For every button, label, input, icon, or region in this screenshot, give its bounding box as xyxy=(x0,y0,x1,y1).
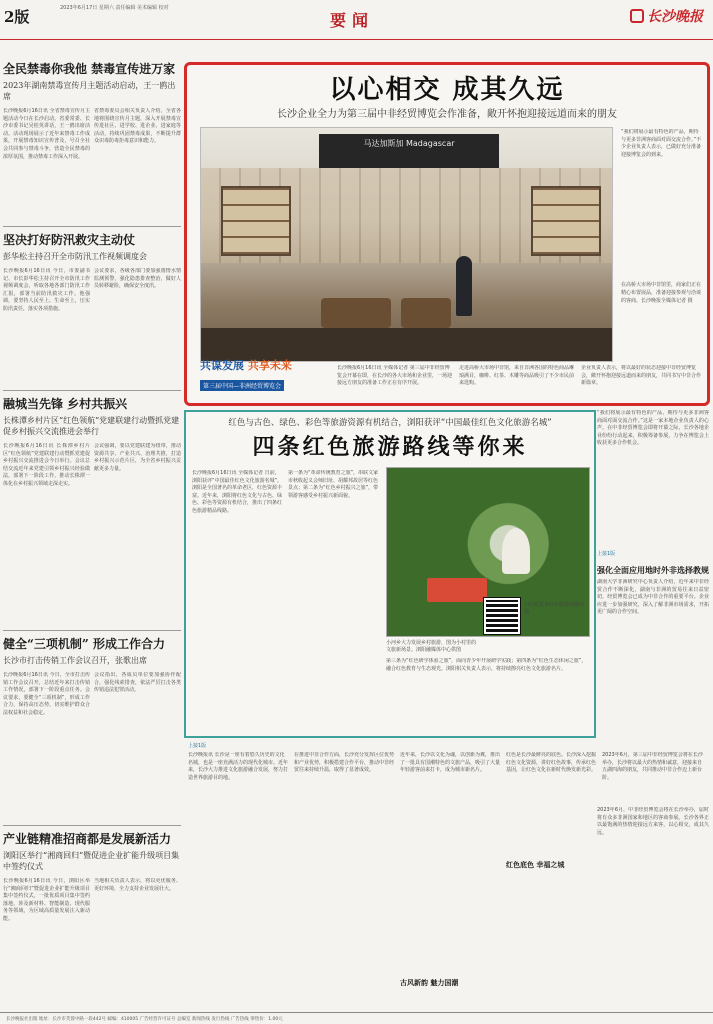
logo-mark-icon xyxy=(630,9,644,23)
feature2-headline: 四条红色旅游路线等你来 xyxy=(252,434,528,460)
left-column xyxy=(0,60,183,1010)
body-text: 长沙晚报讯 长沙是一座有着悠久历史的文化名城，也是一座充满活力的现代化城市。近年来，长沙大力推进文化旅游融合发展，努力打造世界旅游目的地。 xyxy=(188,752,288,781)
shop-sign: 马达加斯加 Madagascar xyxy=(319,134,499,168)
bottom-continuation xyxy=(184,742,709,1014)
headline: 全民禁毒你我他 禁毒宣传进万家 xyxy=(3,62,176,76)
footer: 长沙晚报社出版 地址：长沙市芙蓉中路一段442号 邮编：410005 广告经营许可证号 总编室 新闻热线 发行热线 广告热线 零售价：1.00元 xyxy=(0,1012,713,1024)
feature-story-china-africa[interactable] xyxy=(184,62,710,406)
photo-caption: 在高桥大市场中非馆里，商家们正在精心布置展品，准备迎接参观与洽谈的客商。长沙晚报全媒体记者 摄 xyxy=(621,282,702,304)
headline: 坚决打好防汛救灾主动仗 xyxy=(3,233,136,247)
subsection-heading: 古风新韵 魅力国潮 xyxy=(400,978,459,987)
issue-info: 2023年6月17日 星期六 责任编辑 美术编辑 校对 xyxy=(60,5,169,11)
body-text: 近年来，长沙以文化为魂，以创新为翼，推出了一批具有国潮特色的文旅产品，吸引了大量年轻游客前来打卡，成为城市新名片。 xyxy=(400,752,500,774)
photo-table xyxy=(321,298,391,328)
subheadline: 浏阳区举行“湘商回归”暨促进企业扩能升级项目集中签约仪式 xyxy=(3,851,180,871)
subheadline: 彭华松主持召开全市防汛工作视频调度会 xyxy=(3,252,147,261)
photo-shelf xyxy=(531,186,601,256)
body-text: 长沙晚报6月16日讯 今日，市委副书记、市长彭华松主持召开全市防汛工作视频调度会，听取各地各部门防汛工作汇报，部署当前防汛救灾工作。他强调，要坚持人民至上、生命至上，压实防汛责任，落实各项措施。 xyxy=(3,268,90,312)
body-text: 会议要求，各级各部门要加强雨情水情监测预警，强化隐患排查整治，做好人员转移避险，确保安全度汛。 xyxy=(94,268,181,290)
body-text: 省禁毒委员会相关负责人介绍，全省各地将围绕宣传月主题，深入开展禁毒宣传进社区、进学校、进企业、进家庭等活动，持续巩固禁毒成果，不断提升群众识毒防毒拒毒意识和能力。 xyxy=(94,108,181,145)
photo-person xyxy=(456,256,472,316)
feature2-body: 第一条为“革命传统教育之旅”，串联文家市秋收起义会师旧址、胡耀邦故居等红色景点；第二条为“红色乡村振兴之旅”，带领游客感受乡村振兴新面貌。 xyxy=(288,470,379,499)
story-anti-drug[interactable] xyxy=(3,60,181,218)
feature-side-text: “我们将展示最有特色的产品，期待与更多非洲客商面对面交流合作。”不少企业负责人表示，已做好充分准备迎接博览会的到来。 xyxy=(621,129,702,158)
body-text: 长沙晚报6月16日讯 今日，浏阳区举行“湘商回归”暨促进企业扩能升级项目集中签约仪式，一批优质项目集中签约落地，涉及新材料、智能制造、现代服务等领域，为区域高质量发展注入新动能。 xyxy=(3,878,90,922)
body-text: 长沙晚报6月16日讯 全省禁毒宣传月主题活动今日在长沙启动。省委常委、长沙市委书记吴桂英讲话，王一鸥出席活动。活动现场展示了近年来禁毒工作成果，开展禁毒知识宣传普及，号召全社会共同参与禁毒斗争，营造全民禁毒的浓厚氛围，推动禁毒工作深入开展。 xyxy=(3,108,90,160)
story-investment[interactable] xyxy=(3,825,181,1024)
body-text: 2023年6月，第三届中非经贸博览会将在长沙举办，长沙将以最大的热情和诚意，迎接来自五湖四海的朋友，共同推动中非合作迈上新台阶。 xyxy=(602,752,703,781)
feature2-body: 长沙晚报6月16日讯 全媒体记者 日前，浏阳获评“中国最佳红色文化旅游名城”。浏阳是全国著名的革命老区，红色资源丰富。近年来，浏阳将红色文化与古色、绿色、彩色等资源有机结合，推出了四条红色旅游精品线路。 xyxy=(192,470,283,514)
headline: 健全“三项机制” 形成工作合力 xyxy=(3,637,165,651)
subsection-heading: 强化全面应用地时外非选择教规 xyxy=(597,566,709,575)
body-text: 湖南大学非洲研究中心负责人介绍，近年来中非经贸合作不断深化，湖南与非洲的贸易往来日益密切，经贸博览会已成为中非合作的重要平台。企业应进一步加强研究，深入了解非洲市场需求，开拓更广阔的合作空间。 xyxy=(597,579,709,616)
qr-code-icon[interactable] xyxy=(484,598,520,634)
body-text: “我们将展示最有特色的产品，期待与更多非洲客商面对面交流合作。”这是一家本地企业负责人的心声。在中非经贸博览会即将开幕之际，长沙各地企业纷纷行动起来，积极筹备参展，力争在博览会上收获更多合作机会。 xyxy=(597,410,709,447)
continued-tag: 上接1版 xyxy=(188,743,207,749)
body-text: 当地相关负责人表示，将以更优服务、更好环境，全力支持企业发展壮大。 xyxy=(94,878,181,892)
photo-caption: 小河乡大力发展乡村旅游，图为小村里的文旅新场景。浏阳融媒体中心供图 xyxy=(386,640,477,653)
expo-logo: 共谋发展 共享未来 第三届中国—非洲经贸博览会 xyxy=(200,359,292,390)
feature2-body: 第三条为“红色研学体验之旅”，面向青少年开展研学实践；第四条为“红色生态休闲之旅”，融合红色教育与生态观光。浏阳相关负责人表示，将持续擦亮红色文化旅游名片。 xyxy=(386,658,587,672)
body-text: 2023年6月，中非经贸博览会将在长沙举办，届时将有众多非洲国家和地区的客商参展。长沙各界正以最饱满的热情迎接远方来客，以心相交，成其久远。 xyxy=(597,807,709,836)
body-text: 长沙晚报6月16日讯 今日，全市打击传销工作会议召开，总结近年来打击传销工作情况，部署下一阶段重点任务。会议要求，要健全“三项机制”，形成工作合力，保持高压态势，切实维护群众合法权益和社会稳定。 xyxy=(3,672,90,716)
feature-body: 走进高桥大市场中非馆，来自非洲各国的特色商品琳琅满目，咖啡、红茶、木雕等商品吸引了不少市民前来选购。 xyxy=(459,365,574,386)
photo-tower xyxy=(502,528,530,574)
feature-headline: 以心相交 成其久远 xyxy=(329,75,565,105)
body-text: 会议指出，各成员单位要加强协作配合，强化线索排查，依法严厉打击各类传销违法犯罪活动。 xyxy=(94,672,181,694)
section-name: 要闻 xyxy=(330,11,375,30)
photo-shelf xyxy=(221,186,291,256)
headline: 融城当先锋 乡村共振兴 xyxy=(3,397,128,411)
feature2-kicker: 红色与古色、绿色、彩色等旅游资源有机结合，浏阳获评“中国最佳红色文化旅游名城” xyxy=(228,418,552,428)
feature-story-red-tourism[interactable] xyxy=(184,410,596,738)
qr-caption: 扫码看更多红色旅游线路详情 xyxy=(524,602,585,615)
body-text: 长沙晚报6月16日讯 长株潭乡村片区“红色领航”党建联建行动暨抓党建促乡村振兴交流推进会今日举行。会议总结交流近年来党建引领乡村振兴经验做法，部署下一阶段工作，推动长株潭一体化在乡村振兴领域走深走实。 xyxy=(3,443,90,487)
body-text: 在推进中非合作方面，长沙充分发挥区位优势和产业优势，积极搭建合作平台，推动中非经贸往来持续升温，取得了显著成效。 xyxy=(294,752,394,774)
subsection-heading: 红色底色 幸福之城 xyxy=(506,860,565,869)
newspaper-logo: 长沙晚报 xyxy=(630,6,703,26)
photo-table xyxy=(401,298,451,328)
story-rural-revitalization[interactable] xyxy=(3,390,181,623)
feature-subheadline: 长沙企业全力为第三届中非经贸博览会作准备，敞开怀抱迎接远道而来的朋友 xyxy=(277,109,617,120)
subheadline: 2023年湖南禁毒宣传月主题活动启动，王一鸥出席 xyxy=(3,81,176,101)
page-number: 2版 xyxy=(4,8,30,26)
feature-body: 企业负责人表示，将以最好的状态迎接中非经贸博览会，敞开怀抱迎接远道而来的朋友，共同书写中非合作新篇章。 xyxy=(581,365,702,386)
feature-photo[interactable] xyxy=(200,127,613,362)
headline: 产业链精准招商都是发展新活力 xyxy=(3,832,172,846)
subheadline: 长沙市打击传销工作会议召开，张歌出席 xyxy=(3,656,147,665)
story-anti-pyramid[interactable] xyxy=(3,630,181,842)
body-text: 会议强调，要以党建联建为纽带，推动资源共享、产业共兴、治理共推，打造乡村振兴示范片区，为全省乡村振兴贡献更多力量。 xyxy=(94,443,181,472)
feature-body: 长沙晚报6月16日讯 全媒体记者 第三届中非经贸博览会开幕在即，在长沙的各大市场和企业里，一场迎接远方朋友的准备工作正在有序开展。 xyxy=(337,365,452,386)
story-flood-control[interactable] xyxy=(3,226,181,388)
continued-tag: 上接1版 xyxy=(597,551,616,557)
body-text: 红色是长沙最鲜亮的底色。长沙深入挖掘红色文化资源，讲好红色故事，传承红色基因，让红色文化在新时代焕发新光彩。 xyxy=(506,752,597,774)
masthead xyxy=(0,0,713,40)
photo-building xyxy=(427,578,487,602)
subheadline: 长株潭乡村片区“红色领航”党建联建行动暨抓党建促乡村振兴交流推进会举行 xyxy=(3,416,180,436)
